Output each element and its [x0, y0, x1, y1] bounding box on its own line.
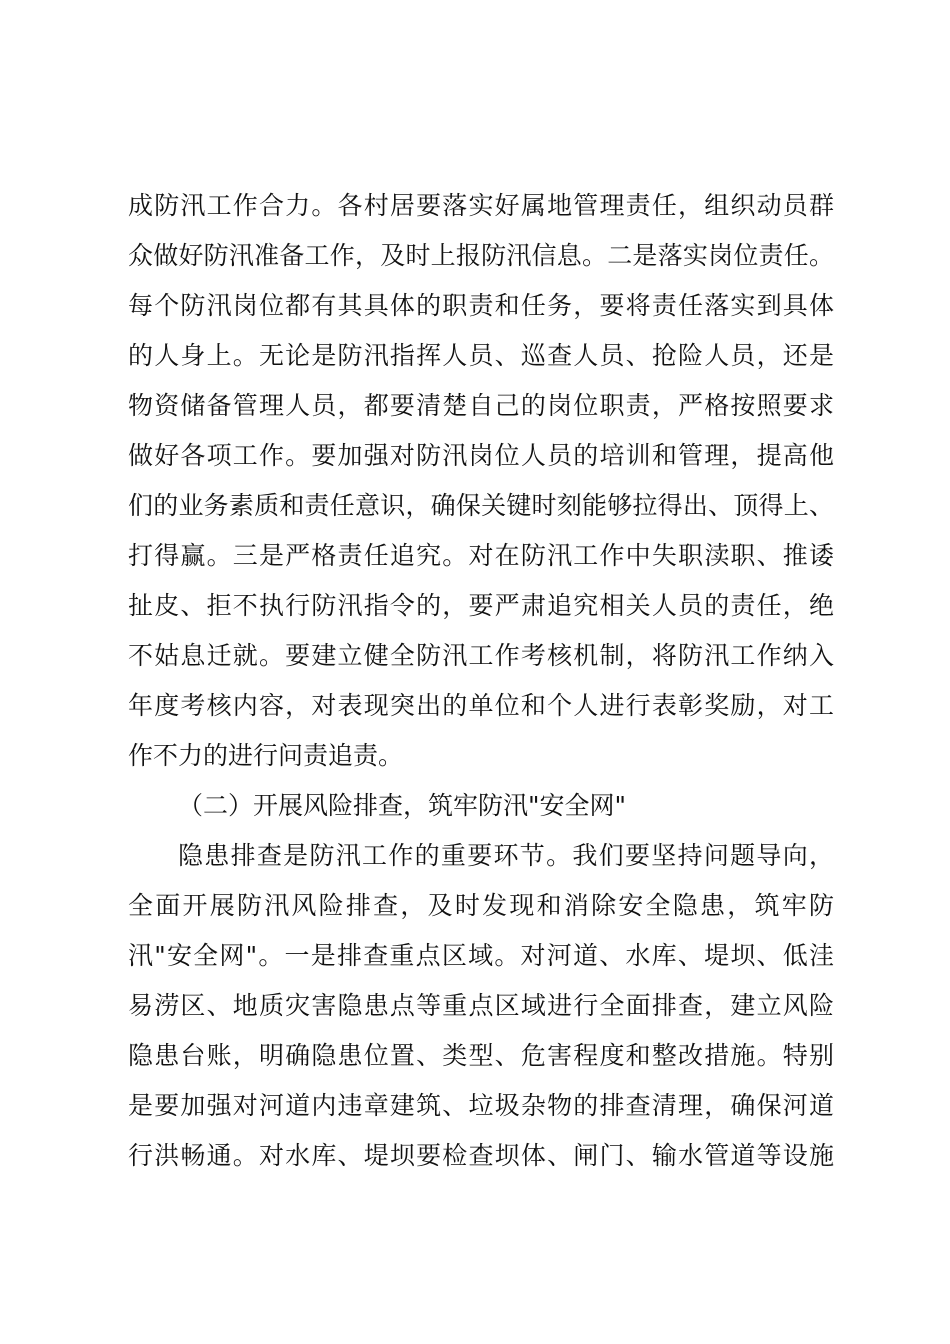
- paragraph-line: 汛"安全网"。一是排查重点区域。对河道、水库、堤坝、低洼: [128, 941, 834, 970]
- document-body: [128, 181, 834, 1181]
- paragraph-line: 扯皮、拒不执行防汛指令的，要严肃追究相关人员的责任，绝: [128, 591, 834, 620]
- section-heading: （二）开展风险排查，筑牢防汛"安全网": [178, 791, 626, 820]
- paragraph-line: 众做好防汛准备工作，及时上报防汛信息。二是落实岗位责任。: [128, 241, 834, 270]
- paragraph-line: 的人身上。无论是防汛指挥人员、巡查人员、抢险人员，还是: [128, 341, 834, 370]
- paragraph-line: 物资储备管理人员，都要清楚自己的岗位职责，严格按照要求: [128, 391, 834, 420]
- paragraph-2: [128, 831, 834, 1181]
- paragraph-line: 年度考核内容，对表现突出的单位和个人进行表彰奖励，对工: [128, 691, 834, 720]
- paragraph-line: 成防汛工作合力。各村居要落实好属地管理责任，组织动员群: [128, 191, 834, 220]
- paragraph-line: 易涝区、地质灾害隐患点等重点区域进行全面排查，建立风险: [128, 991, 834, 1020]
- paragraph-line: 做好各项工作。要加强对防汛岗位人员的培训和管理，提高他: [128, 441, 834, 470]
- paragraph-line: 不姑息迁就。要建立健全防汛工作考核机制，将防汛工作纳入: [128, 641, 834, 670]
- paragraph-line: 作不力的进行问责追责。: [128, 741, 404, 770]
- paragraph-line: 每个防汛岗位都有其具体的职责和任务，要将责任落实到具体: [128, 291, 834, 320]
- paragraph-line: 全面开展防汛风险排查，及时发现和消除安全隐患，筑牢防: [128, 891, 834, 920]
- paragraph-line: 打得赢。三是严格责任追究。对在防汛工作中失职渎职、推诿: [128, 541, 834, 570]
- paragraph-line: 行洪畅通。对水库、堤坝要检查坝体、闸门、输水管道等设施: [128, 1141, 834, 1170]
- paragraph-line: 隐患排查是防汛工作的重要环节。我们要坚持问题导向，: [178, 841, 834, 870]
- paragraph-line: 是要加强对河道内违章建筑、垃圾杂物的排查清理，确保河道: [128, 1091, 834, 1120]
- paragraph-line: 隐患台账，明确隐患位置、类型、危害程度和整改措施。特别: [128, 1041, 834, 1070]
- paragraph-line: 们的业务素质和责任意识，确保关键时刻能够拉得出、顶得上、: [128, 491, 834, 520]
- paragraph-1: [128, 181, 834, 781]
